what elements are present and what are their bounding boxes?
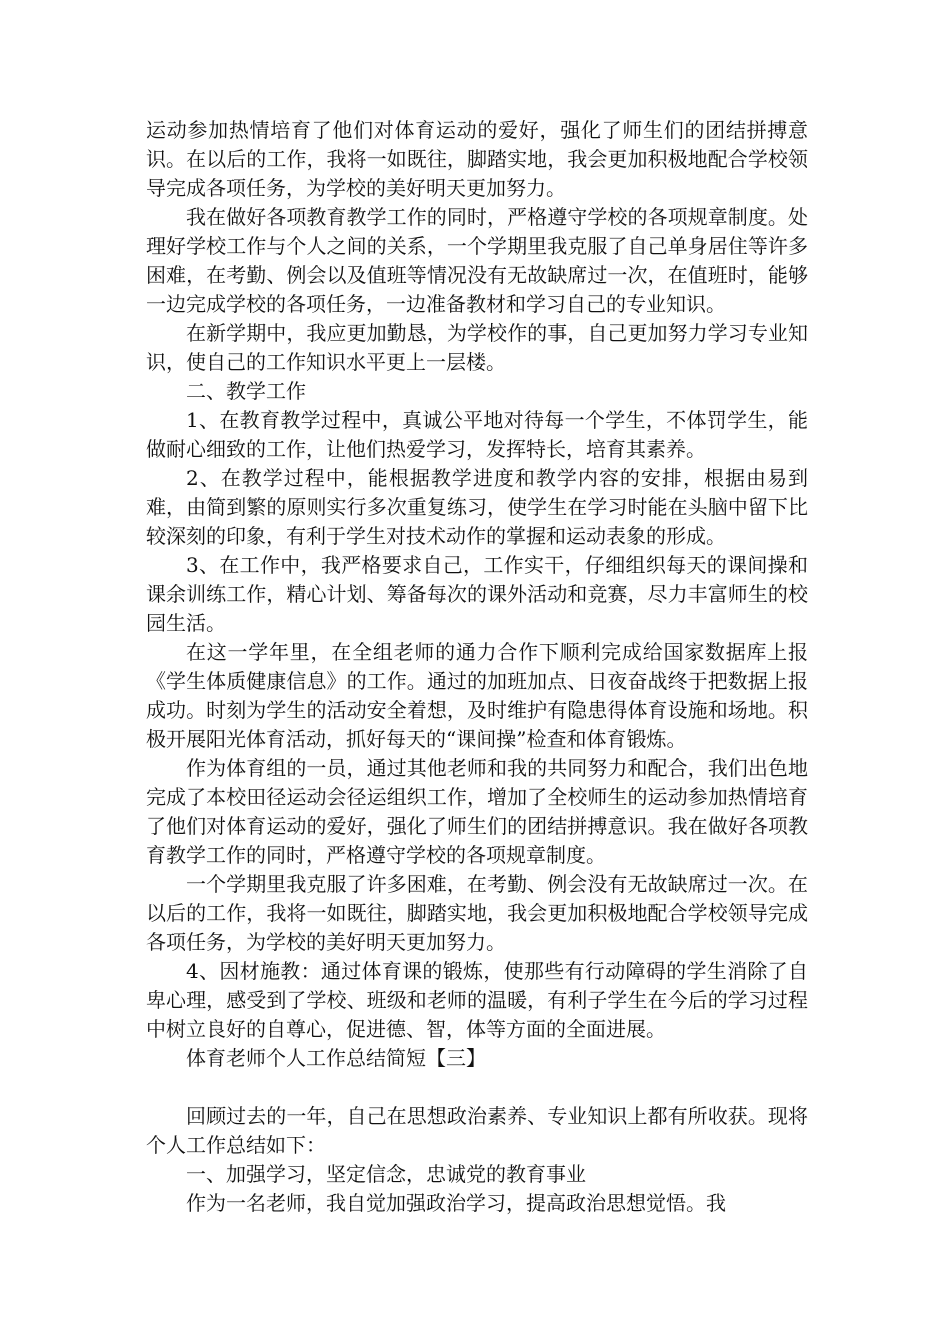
document-body bbox=[146, 116, 808, 1218]
paragraph-semester-difficulties: 一个学期里我克服了许多困难，在考勤、例会没有无故缺席过一次。在以后的工作，我将一如既往，脚踏实地，我会更加积极地配合学校领导完成各项任务，为学校的美好明天更加努力。 bbox=[146, 872, 808, 954]
paragraph-new-semester: 在新学期中，我应更加勤恳，为学校作的事，自己更加努力学习专业知识，使自己的工作知识水平更上一层楼。 bbox=[146, 321, 808, 374]
paragraph-item-4: 4、因材施教：通过体育课的锻炼，使那些有行动障碍的学生消除了自卑心理，感受到了学校、班级和老师的温暖，有利子学生在今后的学习过程中树立良好的自尊心，促进德、智，体等方面的全面进展。 bbox=[146, 959, 808, 1041]
blank-line bbox=[146, 1073, 808, 1102]
paragraph-continuation: 运动参加热情培育了他们对体育运动的爱好，强化了师生们的团结拼搏意识。在以后的工作，我将一如既往，脚踏实地，我会更加积极地配合学校领导完成各项任务，为学校的美好明天更加努力。 bbox=[146, 118, 808, 200]
paragraph-as-a-teacher: 作为一名老师，我自觉加强政治学习，提高政治思想觉悟。我 bbox=[186, 1191, 726, 1215]
section-heading-strengthen-learning: 一、加强学习，坚定信念，忠诚党的教育事业 bbox=[186, 1162, 586, 1186]
paragraph-review-intro: 回顾过去的一年，自己在思想政治素养、专业知识上都有所收获。现将个人工作总结如下： bbox=[146, 1104, 808, 1157]
paragraph-item-3: 3、在工作中，我严格要求自己，工作实干，仔细组织每天的课间操和课余训练工作，精心计划、筹备每次的课外活动和竞赛，尽力丰富师生的校园生活。 bbox=[146, 553, 808, 635]
paragraph-item-2: 2、在教学过程中，能根据教学进度和教学内容的安排，根据由易到难，由简到繁的原则实行多次重复练习，使学生在学习时能在头脑中留下比较深刻的印象，有利于学生对技术动作的掌握和运动表象的形成。 bbox=[146, 466, 808, 548]
section-heading-teaching-work: 二、教学工作 bbox=[186, 379, 306, 403]
paragraph-school-year: 在这一学年里，在全组老师的通力合作下顺利完成给国家数据库上报《学生体质健康信息》的工作。通过的加班加点、日夜奋战终于把数据上报成功。时刻为学生的活动安全着想，及时维护有隐患得体育设施和场地。积极开展阳光体育活动，抓好每天的“课间操”检查和体育锻炼。 bbox=[146, 640, 808, 751]
paragraph-item-1: 1、在教育教学过程中，真诚公平地对待每一个学生，不体罚学生，能做耐心细致的工作，让他们热爱学习，发挥特长，培育其素养。 bbox=[146, 408, 808, 461]
paragraph-rules-compliance: 我在做好各项教育教学工作的同时，严格遵守学校的各项规章制度。处理好学校工作与个人之间的关系，一个学期里我克服了自己单身居住等许多困难，在考勤、例会以及值班等情况没有无故缺席过一次，在值班时，能够一边完成学校的各项任务，一边准备教材和学习自己的专业知识。 bbox=[146, 205, 808, 316]
paragraph-pe-group-member: 作为体育组的一员，通过其他老师和我的共同努力和配合，我们出色地完成了本校田径运动会径运组织工作，增加了全校师生的运动参加热情培育了他们对体育运动的爱好，强化了师生们的团结拼搏意识。我在做好各项教育教学工作的同时，严格遵守学校的各项规章制度。 bbox=[146, 756, 808, 867]
document-section-title: 体育老师个人工作总结简短【三】 bbox=[186, 1046, 486, 1070]
